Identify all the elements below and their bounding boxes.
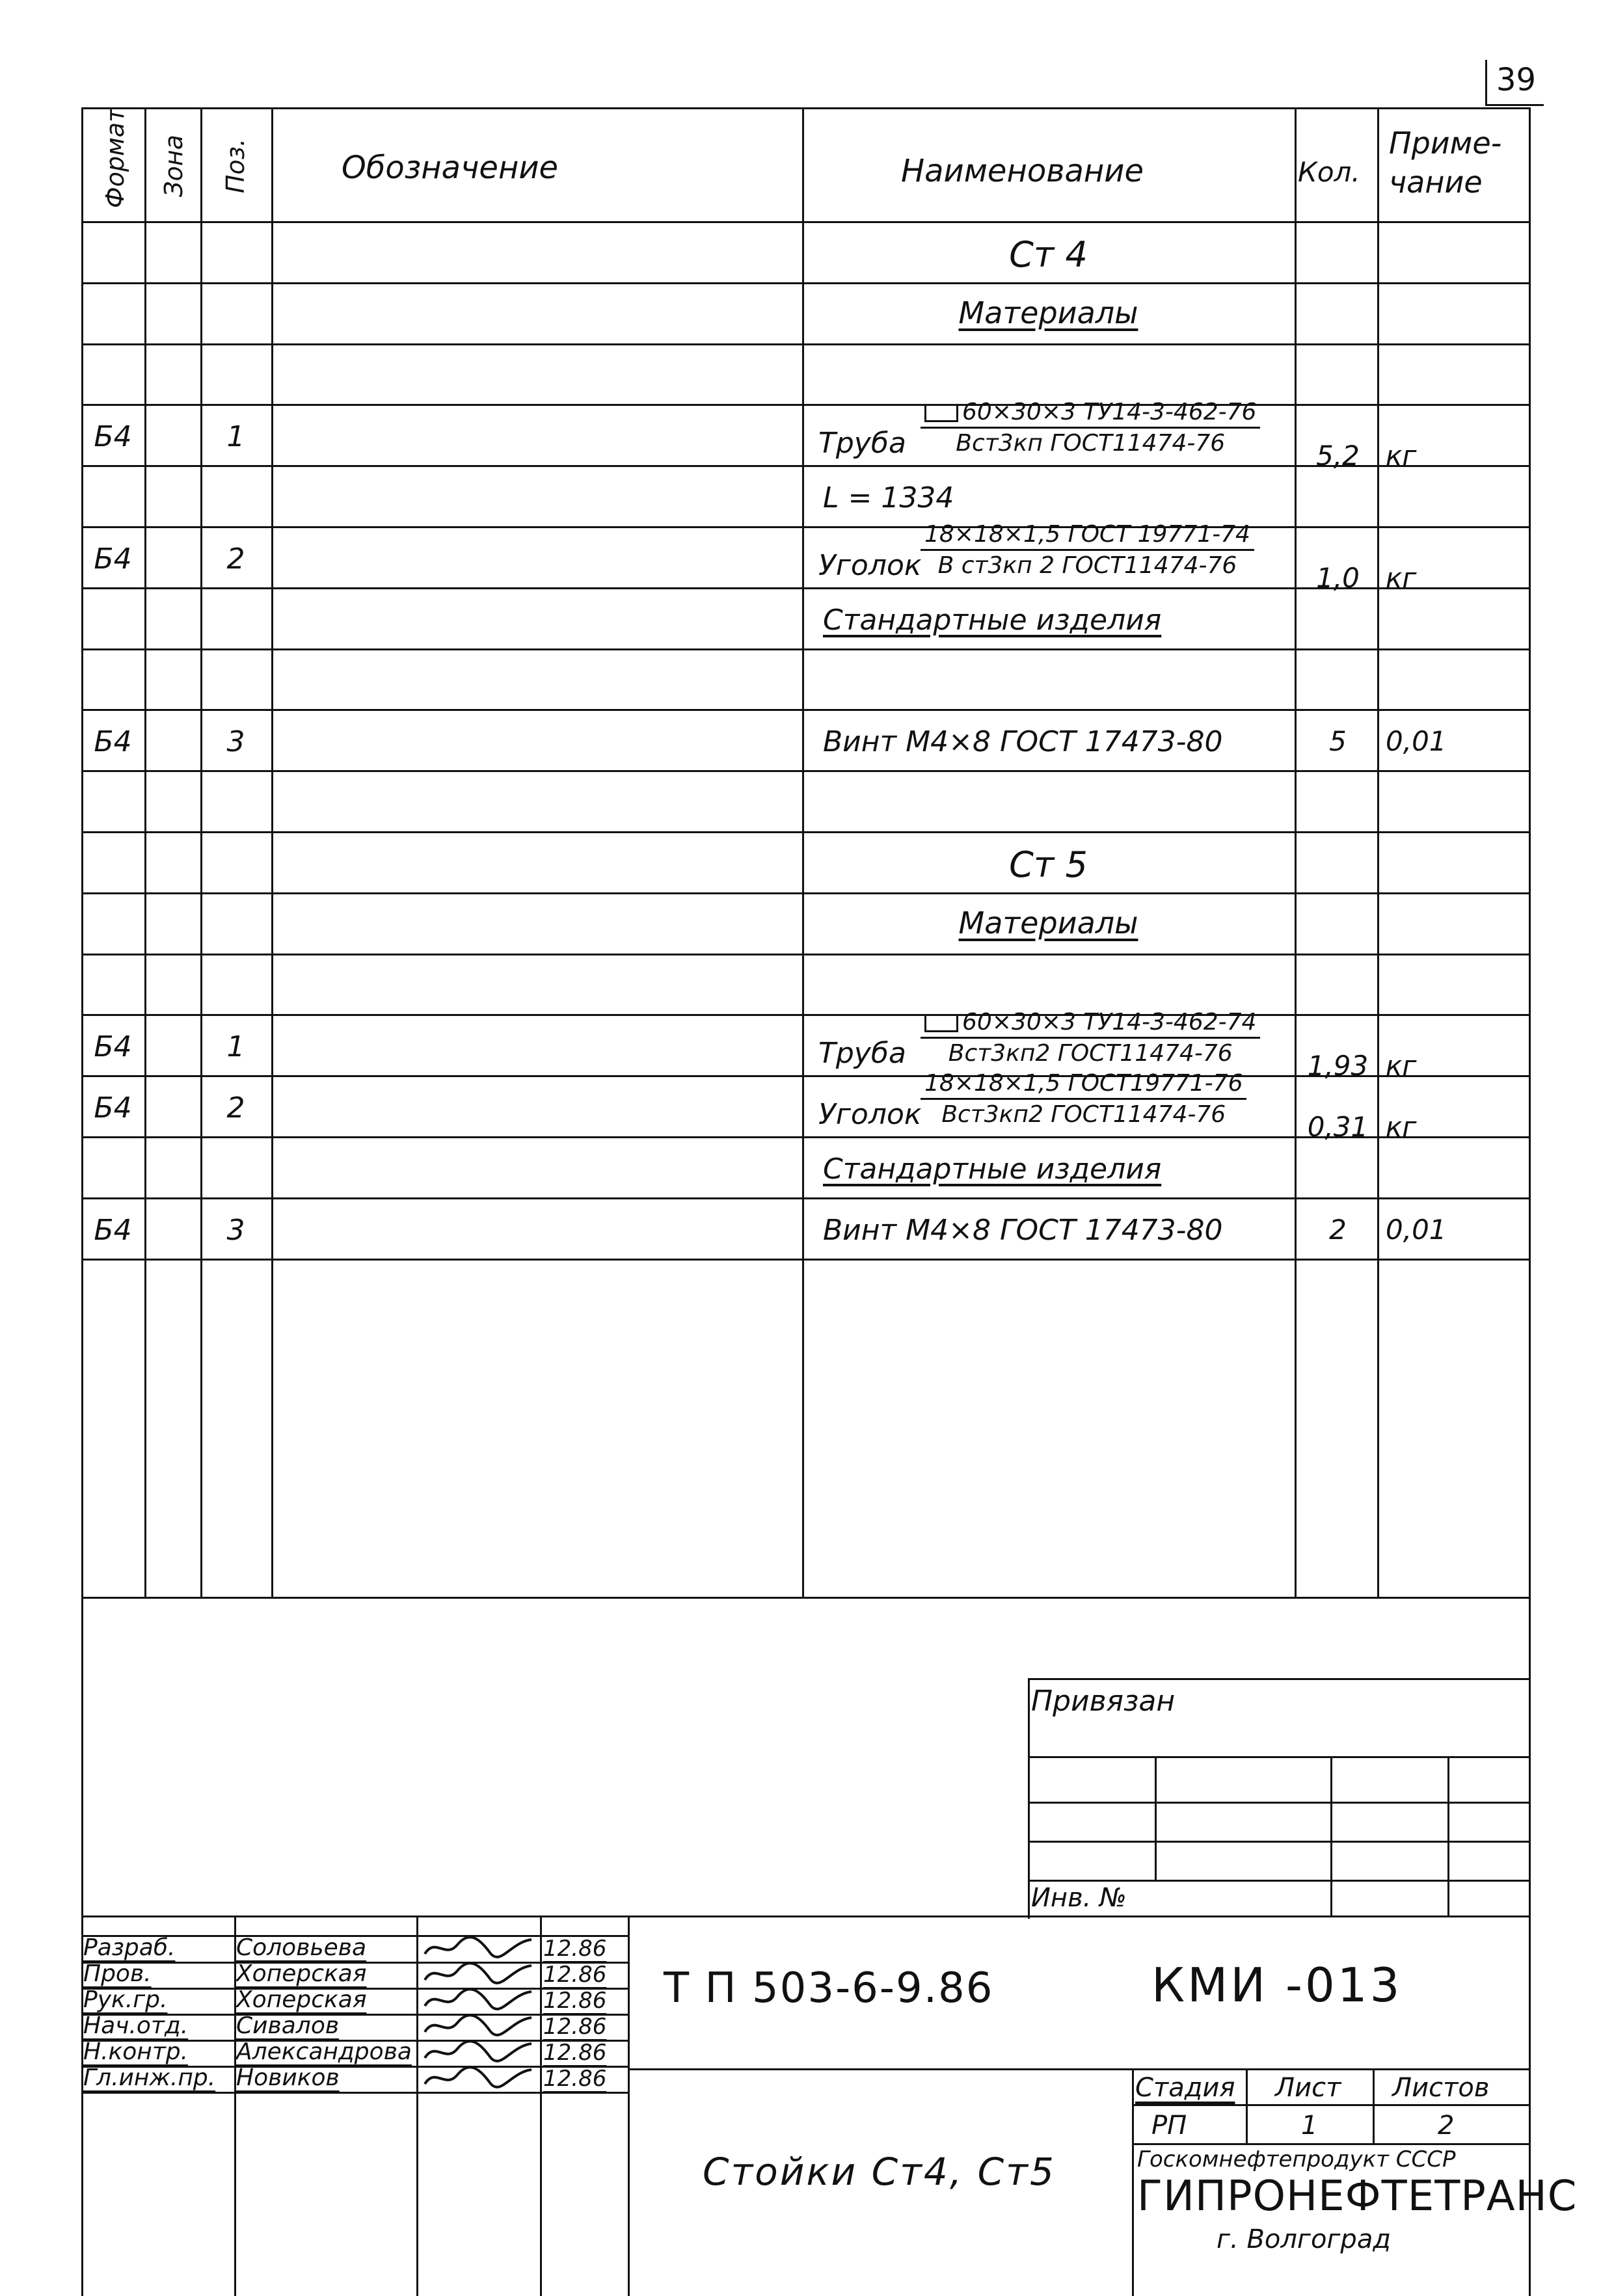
- stamp-role: Нач.отд.: [83, 2012, 189, 2039]
- fraction-denominator: Вст3кп2 ГОСТ11474-76: [948, 1040, 1233, 1067]
- stamp-date: 12.86: [543, 1988, 607, 2014]
- fraction-numerator-text: 60×30×3 ТУ14-3-462-76: [962, 399, 1257, 426]
- header-designation: Обозначение: [342, 150, 559, 186]
- stamp-date: 12.86: [543, 2040, 607, 2066]
- document-code: КМИ -013: [1151, 1958, 1403, 2012]
- row-name-fraction: [921, 521, 1254, 579]
- row-pos: 3: [226, 1213, 245, 1247]
- org-top: Госкомнефтепродукт СССР: [1137, 2146, 1456, 2172]
- table-row: [81, 521, 1529, 594]
- row-format: Б4: [94, 725, 132, 759]
- row-name: Материалы: [958, 295, 1138, 330]
- stamp-role: Пров.: [83, 1960, 152, 1987]
- row-pos: 1: [226, 420, 245, 454]
- row-name: Материалы: [958, 905, 1138, 941]
- row-name-fraction: [921, 399, 1260, 457]
- rectangular-tube-icon: [924, 404, 958, 422]
- row-name-prefix: Труба: [818, 1037, 906, 1071]
- stamp-date: 12.86: [543, 2014, 607, 2040]
- stamp-person: Соловьева: [236, 1934, 367, 1961]
- row-format: Б4: [94, 1030, 132, 1064]
- row-note: кг: [1386, 1050, 1417, 1082]
- tied-label: Привязан: [1031, 1685, 1176, 1718]
- stamp-role: Рук.гр.: [83, 1986, 168, 2013]
- row-name: Стандартные изделия: [823, 1153, 1162, 1186]
- fraction-numerator-text: 18×18×1,5 ГОСТ 19771-74: [924, 521, 1250, 548]
- header-pos: Поз.: [221, 138, 250, 194]
- table-row: [81, 954, 1529, 1015]
- table-row: [81, 282, 1529, 343]
- row-name: Стандартные изделия: [823, 603, 1162, 637]
- org-name: ГИПРОНЕФТЕТРАНС: [1137, 2172, 1578, 2221]
- row-name: Винт М4×8 ГОСТ 17473-80: [823, 1213, 1223, 1247]
- table-row: [81, 1070, 1529, 1143]
- table-row: [81, 399, 1529, 472]
- row-name-prefix: Уголок: [818, 1098, 922, 1132]
- header-qty: Кол.: [1298, 156, 1360, 188]
- row-format: Б4: [94, 542, 132, 576]
- header-name: Наименование: [901, 153, 1144, 189]
- table-row: [81, 892, 1529, 954]
- row-qty: 1,93: [1307, 1050, 1369, 1082]
- row-name: Винт М4×8 ГОСТ 17473-80: [823, 725, 1223, 759]
- row-name: L = 1334: [823, 481, 954, 515]
- page-number: 39: [1496, 62, 1537, 98]
- row-name-fraction: [921, 1070, 1246, 1128]
- row-qty: 5: [1329, 725, 1347, 758]
- table-row: [81, 587, 1529, 648]
- stamp-person: Хоперская: [236, 1960, 367, 1987]
- row-pos: 1: [226, 1030, 245, 1064]
- fraction-denominator: В ст3кп 2 ГОСТ11474-76: [937, 552, 1237, 579]
- table-row: [81, 221, 1529, 282]
- row-name: Ст 5: [1009, 844, 1088, 885]
- signature-icon: [420, 2011, 537, 2040]
- stamp-date: 12.86: [543, 1936, 607, 1962]
- row-name-prefix: Уголок: [818, 549, 922, 582]
- row-format: Б4: [94, 1213, 132, 1247]
- row-qty: 2: [1329, 1213, 1347, 1246]
- signature-icon: [420, 1933, 537, 1962]
- stamp-date: 12.86: [543, 1962, 607, 1988]
- stage-value: РП: [1151, 2111, 1187, 2141]
- stamp-person: Сивалов: [236, 2012, 340, 2039]
- table-row: [81, 465, 1529, 526]
- table-row: [81, 770, 1529, 831]
- table-row: [81, 1197, 1529, 1259]
- row-note: кг: [1386, 1111, 1417, 1143]
- fraction-numerator-text: 60×30×3 ТУ14-3-462-74: [962, 1009, 1257, 1036]
- table-row: [81, 831, 1529, 892]
- stamp-person: Хоперская: [236, 1986, 367, 2013]
- row-qty: 5,2: [1316, 440, 1360, 472]
- stamp-role: Гл.инж.пр.: [83, 2064, 216, 2091]
- org-city: г. Волгоград: [1217, 2224, 1391, 2254]
- stamp-date: 12.86: [543, 2066, 607, 2092]
- stamp-person: Александрова: [236, 2038, 412, 2065]
- signature-icon: [420, 1985, 537, 2014]
- row-name: Ст 4: [1009, 234, 1088, 275]
- table-row: [81, 648, 1529, 710]
- stamp-person: Новиков: [236, 2064, 340, 2091]
- row-name-prefix: Труба: [818, 427, 906, 461]
- stamp-role: Разраб.: [83, 1934, 176, 1961]
- row-note: 0,01: [1386, 1213, 1447, 1246]
- fraction-denominator: Вст3кп ГОСТ11474-76: [956, 430, 1226, 457]
- stamp-role: Н.контр.: [83, 2038, 189, 2065]
- sheets-value: 2: [1438, 2111, 1455, 2141]
- row-note: кг: [1386, 562, 1417, 594]
- row-note: кг: [1386, 440, 1417, 472]
- fraction-numerator: [921, 399, 1260, 429]
- rectangular-tube-icon: [924, 1014, 958, 1032]
- signature-icon: [420, 2037, 537, 2066]
- fraction-numerator: [921, 1009, 1260, 1039]
- row-pos: 2: [226, 1091, 245, 1125]
- signature-icon: [420, 2063, 537, 2092]
- header-note: Приме- чание: [1389, 126, 1502, 200]
- stage-label: Стадия: [1135, 2073, 1235, 2103]
- row-pos: 3: [226, 725, 245, 759]
- fraction-numerator: [921, 521, 1254, 551]
- table-row: [81, 343, 1529, 405]
- sheet-value: 1: [1301, 2111, 1318, 2141]
- sheet-label: Лист: [1275, 2073, 1341, 2103]
- table-row: [81, 1136, 1529, 1197]
- table-row: [81, 709, 1529, 770]
- signature-icon: [420, 1959, 537, 1988]
- inv-label: Инв. №: [1031, 1883, 1127, 1913]
- row-name-fraction: [921, 1009, 1260, 1067]
- row-qty: 0,31: [1307, 1111, 1369, 1143]
- row-qty: 1,0: [1316, 562, 1360, 594]
- header-zone: Зона: [159, 135, 188, 197]
- row-note: 0,01: [1386, 725, 1447, 758]
- row-pos: 2: [226, 542, 245, 576]
- row-format: Б4: [94, 1091, 132, 1125]
- fraction-numerator-text: 18×18×1,5 ГОСТ19771-76: [924, 1070, 1243, 1097]
- project-code: Т П 503-6-9.86: [664, 1964, 994, 2012]
- drawing-title: Стойки Ст4, Ст5: [703, 2150, 1056, 2194]
- fraction-numerator: [921, 1070, 1246, 1100]
- sheets-label: Листов: [1392, 2073, 1490, 2103]
- fraction-denominator: Вст3кп2 ГОСТ11474-76: [941, 1101, 1226, 1128]
- row-format: Б4: [94, 420, 132, 454]
- header-format: Формат: [101, 107, 129, 208]
- table-row: [81, 1009, 1529, 1082]
